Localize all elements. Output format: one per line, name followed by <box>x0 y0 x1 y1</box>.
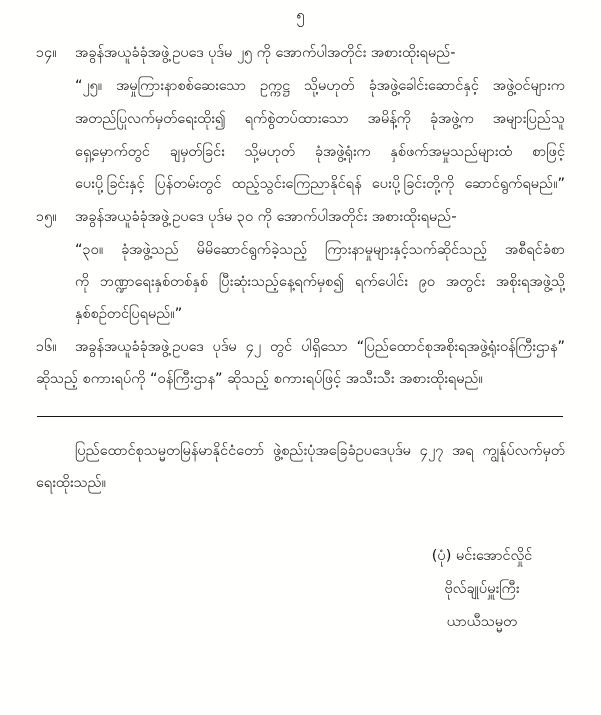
para-16-line-2: ဆိုသည့် စကားရပ်ကို “ဝန်ကြီးဌာန” ဆိုသည့် စကားရပ်ဖြင့် အသီးသီး အစားထိုးရမည်။ <box>36 371 483 387</box>
para-14-intro: အခွန်အယူခံခုံအဖွဲ့ဥပဒေ ပုဒ်မ ၂၅ ကို အောက်ပါအတိုင်း အစားထိုးရမည်- <box>75 45 456 61</box>
para-14-quote-line-1: “၂၅။ အမှုကြားနာစစ်ဆေးသော ဥက္ကဋ္ဌ သို့မဟုတ် ခုံအဖွဲ့ခေါင်းဆောင်နှင့် အဖွဲ့ဝင်များက <box>75 78 565 94</box>
signatory-rank: ဗိုလ်ချုပ်မှူးကြီး <box>444 581 520 597</box>
para-14-quote-line-3: ရှေ့မှောက်တွင် ချမှတ်ခြင်း သို့မဟုတ် ခုံအဖွဲ့ရုံးက နှစ်ဖက်အမှုသည်များထံ စာဖြင့် <box>75 144 565 160</box>
para-15-intro: အခွန်အယူခံခုံအဖွဲ့ဥပဒေ ပုဒ်မ ၃၀ ကို အောက်ပါအတိုင်း အစားထိုးရမည်- <box>75 209 457 225</box>
signature-block <box>388 540 576 639</box>
page-number: ၅ <box>296 6 305 24</box>
para-16-line-1: အခွန်အယူခံခုံအဖွဲ့ဥပဒေ ပုဒ်မ ၄၂ တွင် ပါရှိသော “ပြည်ထောင်စုအစိုးရအဖွဲ့ရုံးဝန်ကြီးဌာန” <box>75 339 565 355</box>
para-14-quote-line-2: အတည်ပြုလက်မှတ်ရေးထိုး၍ ရက်စွဲတပ်ထားသော အမိန့်ကို ခုံအဖွဲ့က အများပြည်သူ <box>75 111 565 127</box>
closing-line-2: ရေးထိုးသည်။ <box>36 475 107 491</box>
para-14-quote-line-4: ပေးပို့ခြင်းနှင့် ပြန်တမ်းတွင် ထည့်သွင်းကြေညာနိုင်ရန် ပေးပို့ခြင်းတို့ကို ဆောင်ရွက်ရမည်။” <box>75 176 565 192</box>
para-14-number: ၁၄။ <box>36 45 57 61</box>
para-15-number: ၁၅။ <box>36 209 57 225</box>
separator-line <box>37 416 563 417</box>
signatory-name: (ပုံ) မင်းအောင်လှိုင် <box>431 548 533 564</box>
para-15-quote-line-3: နှစ်စဉ်တင်ပြရမည်။” <box>75 306 183 322</box>
para-15-quote-line-1: “၃၀။ ခုံအဖွဲ့သည် မိမိဆောင်ရွက်ခဲ့သည့် ကြားနာမှုများနှင့်သက်ဆိုင်သည့် အစီရင်ခံစာ <box>75 242 565 258</box>
para-15-quote-line-2: ကို ဘဏ္ဍာရေးနှစ်တစ်နှစ် ပြီးဆုံးသည့်နေ့ရက်မှစ၍ ရက်ပေါင်း ၉၀ အတွင်း အစိုးရအဖွဲ့သို့ <box>75 274 565 290</box>
closing-line-1: ပြည်ထောင်စုသမ္မတမြန်မာနိုင်ငံတော် ဖွဲ့စည်းပုံအခြေခံဥပဒေပုဒ်မ ၄၂၇ အရ ကျွန်ုပ်လက်မှတ် <box>75 443 565 459</box>
signatory-title: ယာယီသမ္မတ <box>446 614 518 630</box>
para-16-number: ၁၆။ <box>36 339 57 355</box>
